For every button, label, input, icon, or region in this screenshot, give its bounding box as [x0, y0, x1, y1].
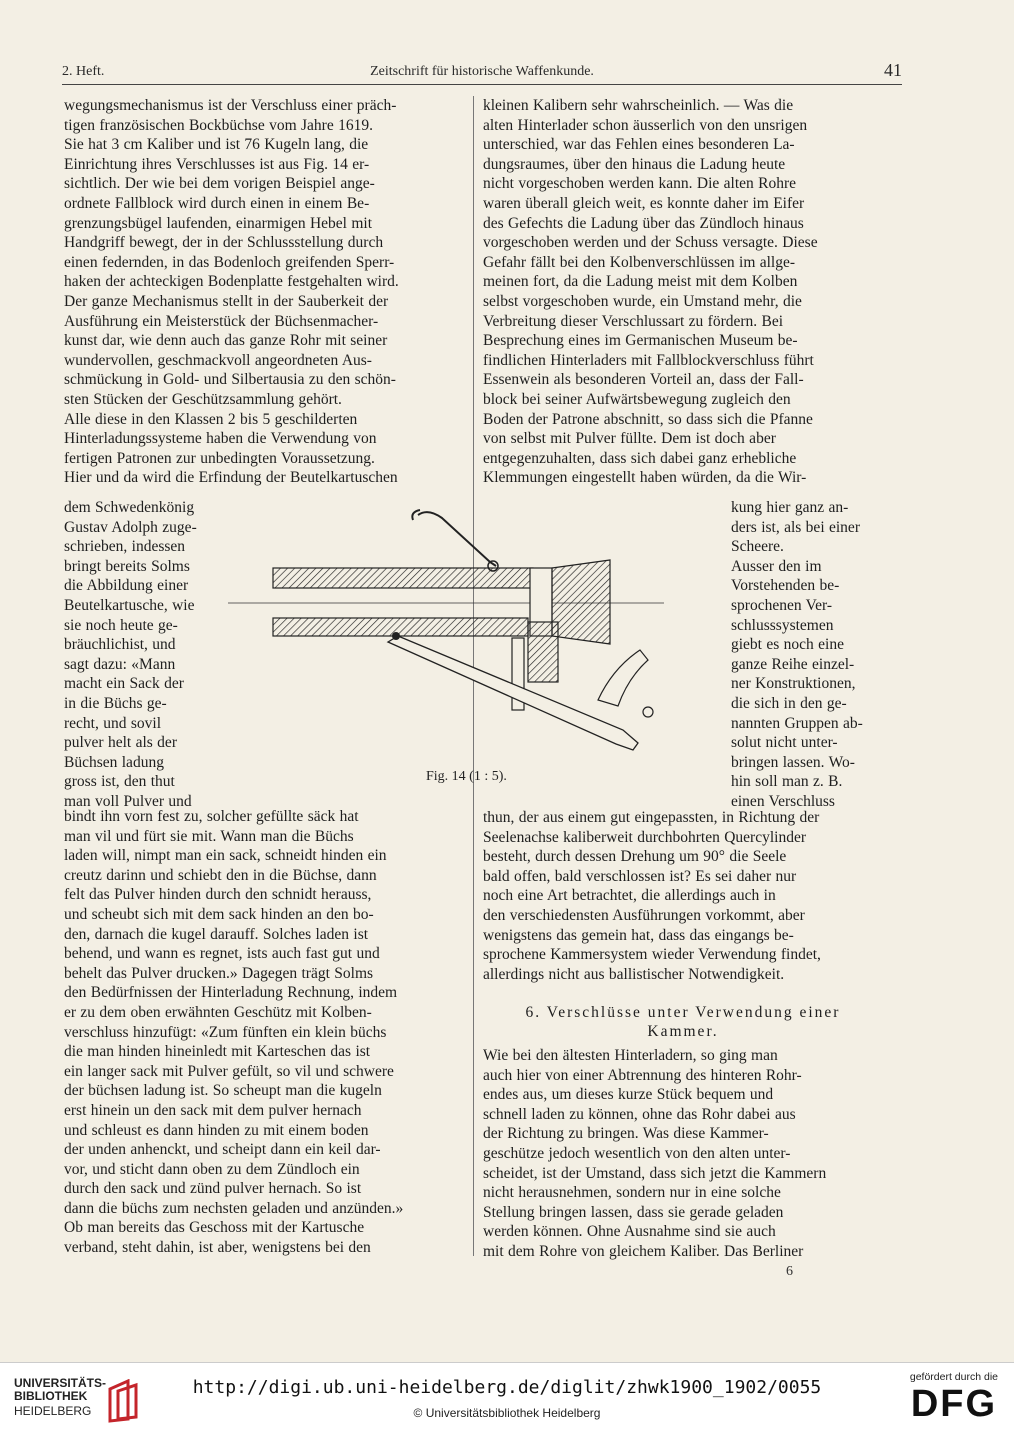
running-header	[62, 60, 902, 82]
limit-screw	[643, 707, 653, 717]
figure-caption: Fig. 14 (1 : 5).	[426, 769, 507, 784]
journal-title: Zeitschrift für historische Waffenkunde.	[370, 64, 594, 79]
fall-block	[528, 622, 558, 682]
copyright-notice: © Universitätsbibliothek Heidelberg	[413, 1406, 601, 1420]
section-heading: 6. Verschlüsse unter Verwendung einer Kammer.	[525, 1004, 841, 1040]
document-url-link[interactable]: http://digi.ub.uni-heidelberg.de/diglit/zhwk1900_1902/0055	[192, 1377, 822, 1398]
left-column-wrap-text: dem Schwedenkönig Gustav Adolph zuge- schrieben, indessen bringt bereits Solms die Abbildung einer Beutelkartusche, wie sie noch heute ge- bräuchlichist, und sagt dazu: «Mann macht ein Sack der in die Büchs ge- recht, und sovil pulver helt als der Büchsen ladung gross ist, den thut man voll Pulver und	[64, 499, 197, 810]
right-column-bottom-text: thun, der aus einem gut eingepassten, in Richtung der Seelenachse kaliberweit durchbohrten Quercylinder besteht, durch dessen Drehung um 90° die Seele bald offen, bald verschlossen ist? Es sei daher nur noch eine Art betrachtet, die allerdings auch in den verschiedensten Ausführungen vorkommt, aber wenigstens das gemein hat, dass das eingangs be- sprochene Kammersystem wieder Verwendung findet, allerdings nicht aus ballistischer Notwendigkeit.	[483, 809, 821, 983]
funding-label: gefördert durch die	[909, 1371, 998, 1383]
issue-label: 2. Heft.	[62, 64, 105, 79]
breech-mechanism-drawing	[228, 500, 664, 788]
library-footer	[0, 1362, 1014, 1434]
signature-mark: 6	[786, 1264, 793, 1279]
dfg-wordmark: DFG	[910, 1383, 998, 1425]
library-name: UNIVERSITÄTS- BIBLIOTHEK	[14, 1376, 107, 1403]
section-body-text: Wie bei den ältesten Hinterladern, so ging man auch hier von einer Abtrennung des hinteren Rohr- endes aus, um dieses kurze Stück bequem und schnell laden zu können, ohne das Rohr dabei aus der Richtung zu bringen. Was diese Kammer- geschütze jedoch wesentlich von den alten unter- scheidet, ist der Umstand, dass sich jetzt die Kammern nicht herausnehmen, sondern nur in eine solche Stellung bringen lassen, dass sie gerade geladen werden können. Ohne Ausnahme sind sie auch mit dem Rohre von gleichem Kaliber. Das Berliner	[483, 1047, 827, 1260]
breech-mechanism-figure	[228, 500, 664, 788]
lever-rivet	[392, 632, 400, 640]
limit-bracket	[598, 650, 648, 706]
header-rule	[62, 84, 902, 85]
library-city: HEIDELBERG	[14, 1404, 92, 1418]
breech-plate	[552, 560, 610, 644]
right-column-wrap-text: kung hier ganz an- ders ist, als bei einer Scheere. Ausser den im Vorstehenden be- sprochenen Ver- schlusssystemen giebt es noch eine ganze Reihe einzel- ner Konstruktionen, die sich in den ge- nannten Gruppen ab- solut nicht unter- bringen lassen. Wo- hin soll man z. B. einen Verschluss	[731, 499, 863, 810]
left-column-top-text: wegungsmechanismus ist der Verschluss einer präch- tigen französischen Bockbüchse vom Jahre 1619. Sie hat 3 cm Kaliber und ist 76 Kugeln lang, die Einrichtung ihres Verschlusses ist aus Fig. 14 er- sichtlich. Der wie bei dem vorigen Beispiel ange- ordnete Fallblock wird durch einen in einem Be- grenzungsbügel laufenden, einarmigen Hebel mit Handgriff bewegt, der in der Schlussstellung durch einen federnden, in das Bodenloch greifenden Sperr- haken der achteckigen Bodenplatte festgehalten wird. Der ganze Mechanismus stellt in der Sauberkeit der Ausführung ein Meisterstück der Büchsenmacher- kunst dar, wie denn auch das ganze Rohr mit seiner wundervollen, geschmackvoll angeordneten Aus- schmückung in Gold- und Silbertausia zu den schön- sten Stücken der Geschützsammlung gehört. Alle diese in den Klassen 2 bis 5 geschilderten Hinterladungssysteme haben die Verwendung von fertigen Patronen zur unbedingten Voraussetzung. Hier und da wird die Erfindung der Beutelkartuschen	[64, 97, 399, 487]
page-number: 41	[884, 60, 902, 80]
barrel-lower-wall	[273, 618, 528, 636]
left-column-bottom-text: bindt ihn vorn fest zu, solcher gefüllte säck hat man vil und fürt sie mit. Wann man die Büchs laden will, nimpt man ein sack, schneidt hinden ein creutz darinn und schiebt den in die Büchse, dann felt das Pulver hinden durch den schnidt herauss, und scheubt sich mit dem sack hinden an den bo- den, darnach die kugel darauff. Solches laden ist behend, und wann es regnet, ists auch fast gut und behelt das Pulver drucken.» Dagegen trägt Solms den Bedürfnissen der Hinterladung Rechnung, indem er zu dem oben erwähnten Geschütz mit Kolben- verschluss hinzufügt: «Zum fünften ein klein büchs die man hinden hineinledt mit Karteschen das ist ein langer sack mit Pulver gefült, so vil und schwere der büchsen ladung ist. So scheupt man die kugeln erst hinein un den sack mit dem pulver hernach und schleust es dann hinden zu mit einem boden der unden anhenckt, und scheipt dann ein keil dar- vor, und sticht dann oben zu dem Zündloch ein durch den sack und zünd pulver hernach. So ist dann die büchs zum nechsten geladen und anzünden.» Ob man bereits das Geschoss mit der Kartusche verband, steht dahin, ist aber, wenigstens bei den	[64, 808, 404, 1257]
right-column-top-text: kleinen Kalibern sehr wahrscheinlich. — Was die alten Hinterlader schon äusserlich von den unsrigen unterschied, war das Fehlen eines besonderen La- dungsraumes, über den hinaus die Ladung heute nicht vorgeschoben werden kann. Die alten Rohre waren überall gleich weit, es konnte daher im Eifer des Gefechts die Ladung über das Zündloch hinaus vorgeschoben werden und der Schuss versagte. Diese Gefahr fällt bei den Kolbenverschlüssen im allge- meinen fort, da die Ladung meist mit dem Kolben selbst vorgeschoben wurde, ein Umstand mehr, die Verbreitung dieser Verschlussart zu fördern. Bei Besprechung eines im Germanischen Museum be- findlichen Hinterladers mit Fallblockverschluss führt Essenwein als besonderen Vorteil an, dass der Fall- block bei seiner Aufwärtsbewegung zugleich den Boden der Patrone abschnitt, so dass sich die Pfanne von selbst mit Pulver füllte. Dem ist doch aber entgegenzuhalten, dass sich dabei ganz erhebliche Klemmungen eingestellt haben würden, da die Wir-	[483, 97, 818, 487]
lever-arm	[418, 512, 496, 566]
dfg-funding-logo[interactable]	[910, 1371, 998, 1425]
